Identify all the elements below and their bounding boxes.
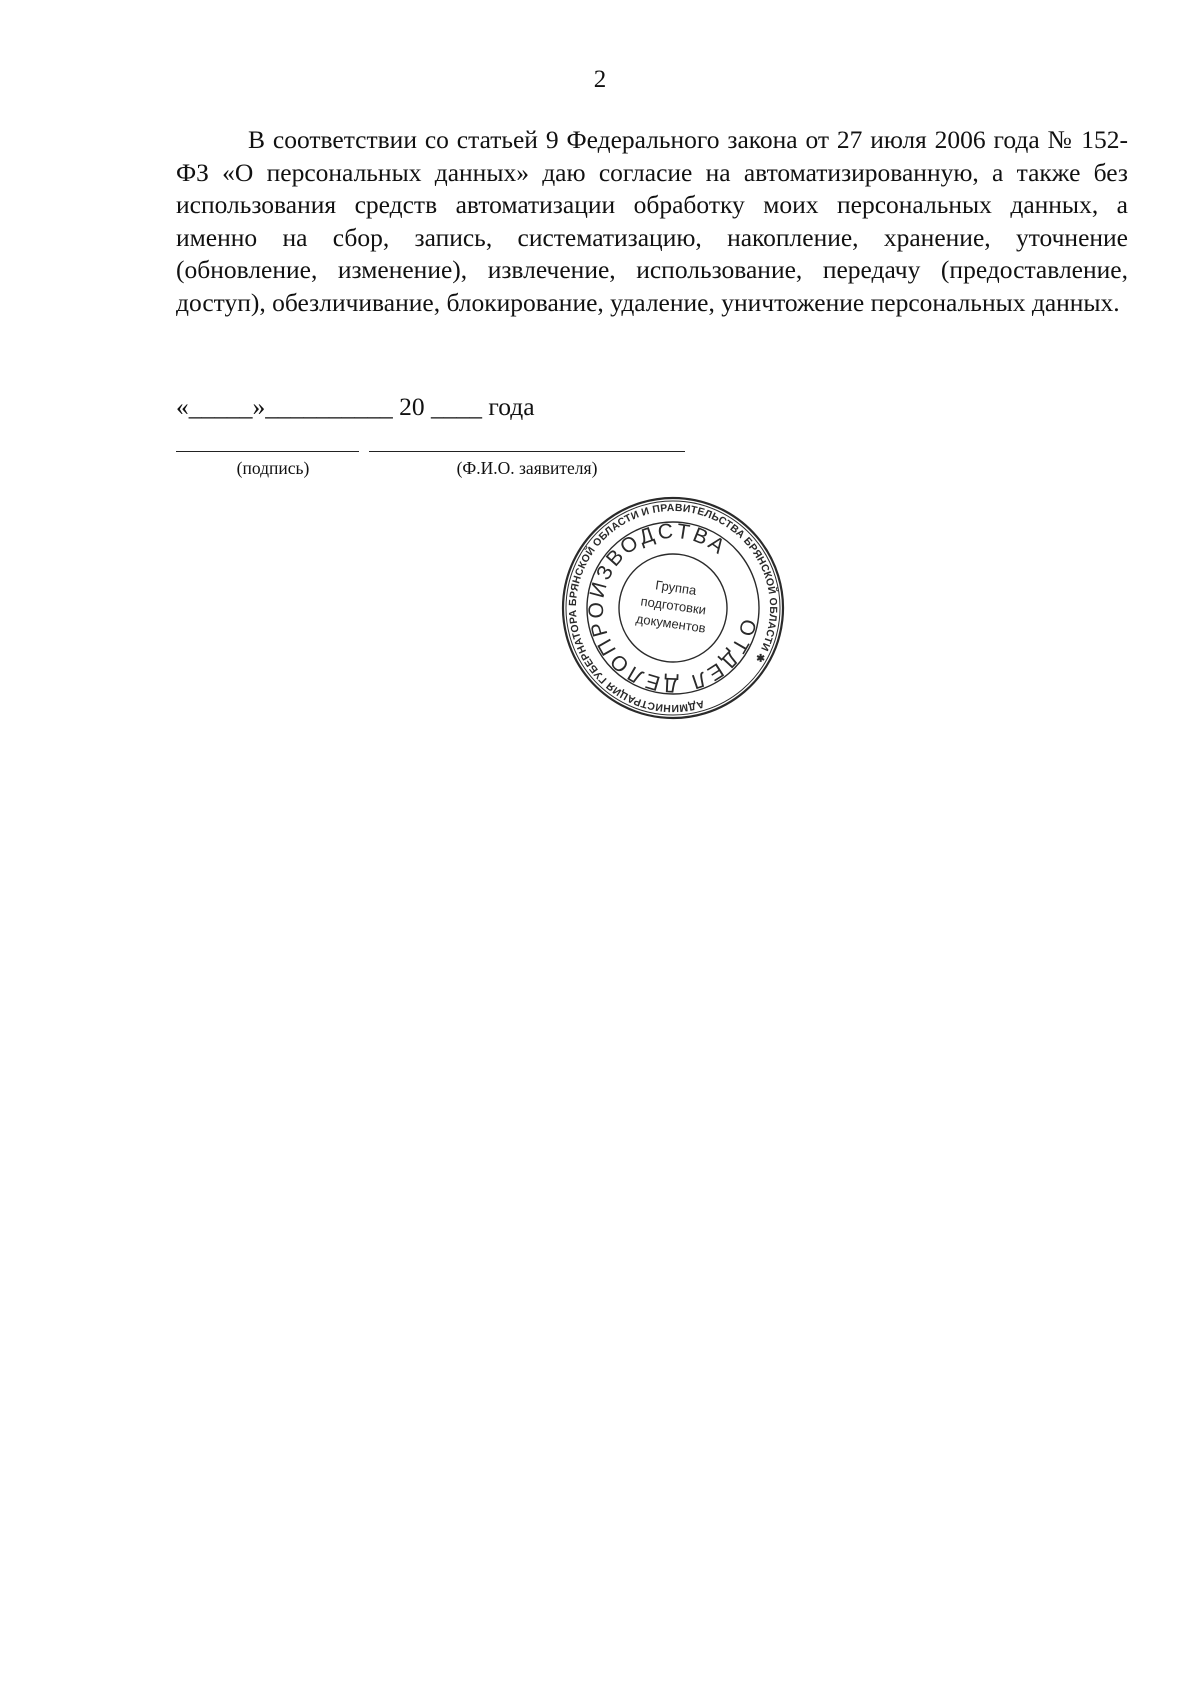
consent-paragraph: В соответствии со статьей 9 Федерального закона от 27 июля 2006 года № 152-ФЗ «О персональных данных» даю согласие на автоматизированную, а также без использования средств автоматизации обработку моих персональных данных, а именно на сбор, запись, систематизацию, накопление, хранение, уточнение (обновление, изменение), извлечение, использование, передачу (предоставление, доступ), обезличивание, блокирование, удаление, уничтожение персональных данных. [176,125,1128,317]
stamp-center-line-2: подготовки [639,593,708,618]
page-number: 2 [593,66,607,93]
stamp-graphic [560,495,786,721]
name-caption: (Ф.И.О. заявителя) [456,458,598,478]
name-line [369,451,685,452]
stamp-outer-text: АДМИНИСТРАЦИЯ ГУБЕРНАТОРА БРЯНСКОЙ ОБЛАСТИ И ПРАВИТЕЛЬСТВА БРЯНСКОЙ ОБЛАСТИ ✱ [567,502,779,714]
stamp-center-line-1: Группа [654,577,698,598]
stamp-center-line-3: документов [634,611,707,636]
signature-line [176,451,359,452]
signature-caption: (подпись) [236,458,310,478]
date-line: «_____»__________ 20 ____ года [176,392,535,421]
official-stamp [560,495,786,721]
stamp-middle-text: ОТДЕЛ ДЕЛОПРОИЗВОДСТВА [584,519,761,697]
